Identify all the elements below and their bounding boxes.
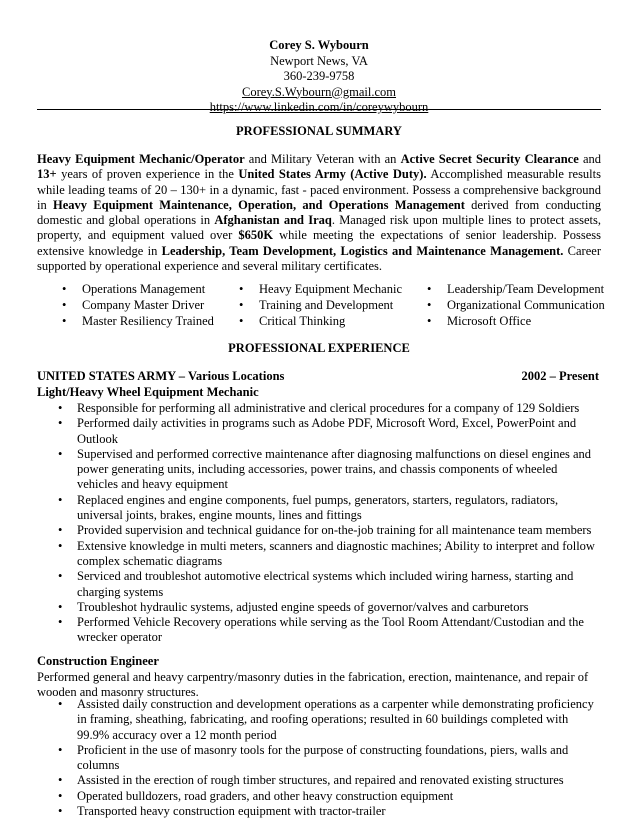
job1-header	[37, 369, 601, 400]
list-item: • Responsible for performing all administrative and clerical procedures for a company of 129 Soldiers	[37, 401, 601, 416]
contact-header	[0, 38, 638, 116]
job1-role: Light/Heavy Wheel Equipment Mechanic	[37, 384, 259, 399]
list-item: • Assisted daily construction and development operations as a carpenter while demonstrating proficiency in framing, sheathing, fabricating, and roofing operations; resulted in 60 buildings completed with 99.9% accuracy over a 12 month period	[37, 697, 601, 743]
header-divider	[37, 109, 601, 110]
skills-column-3	[425, 281, 605, 329]
skills-column-2	[237, 281, 402, 329]
skill-item: • Training and Development	[237, 297, 402, 313]
skill-item: • Master Resiliency Trained	[60, 313, 214, 329]
job1-org: UNITED STATES ARMY – Various Locations	[37, 369, 285, 383]
linkedin-link[interactable]: https://www.linkedin.com/in/coreywybourn	[209, 100, 429, 114]
list-item: • Troubleshot hydraulic systems, adjusted engine speeds of governor/valves and carburetors	[37, 600, 601, 615]
candidate-location: Newport News, VA	[270, 53, 368, 68]
list-item: • Performed Vehicle Recovery operations while serving as the Tool Room Attendant/Custodian and the wrecker operator	[37, 615, 601, 646]
job2-description: Performed general and heavy carpentry/masonry duties in the fabrication, erection, maintenance, and repair of wooden and masonry structures.	[37, 669, 589, 699]
skills-column-1	[60, 281, 214, 329]
job1-dates: 2002 – Present	[521, 369, 599, 383]
skill-item: • Organizational Communication	[425, 297, 605, 313]
job1-bullets	[37, 401, 601, 646]
skill-item: • Heavy Equipment Mechanic	[237, 281, 402, 297]
email-link[interactable]: Corey.S.Wybourn@gmail.com	[241, 84, 397, 99]
list-item: • Transported heavy construction equipment with tractor-trailer	[37, 804, 601, 819]
candidate-phone: 360-239-9758	[283, 69, 355, 83]
job2-role: Construction Engineer	[37, 654, 159, 668]
experience-heading: PROFESSIONAL EXPERIENCE	[228, 341, 410, 355]
list-item: • Assisted in the erection of rough timber structures, and repaired and renovated existing structures	[37, 773, 601, 788]
list-item: • Performed daily activities in programs such as Adobe PDF, Microsoft Word, Excel, PowerPoint and Outlook	[37, 416, 601, 447]
job2-bullets	[37, 697, 601, 819]
list-item: • Proficient in the use of masonry tools for the purpose of constructing foundations, piers, walls and columns	[37, 743, 601, 774]
summary-heading: PROFESSIONAL SUMMARY	[236, 124, 402, 138]
skill-item: • Operations Management	[60, 281, 214, 297]
job2-header	[37, 654, 601, 701]
list-item: • Replaced engines and engine components, fuel pumps, generators, starters, regulators, radiators, universal joints, brakes, engine mounts, lines and fittings	[37, 493, 601, 524]
list-item: • Supervised and performed corrective maintenance after diagnosing malfunctions on diesel engines and power generating units, including accessories, power trains, and chassis components of wheeled vehicles and heavy equipment	[37, 447, 601, 493]
list-item: • Operated bulldozers, road graders, and other heavy construction equipment	[37, 789, 601, 804]
list-item: • Provided supervision and technical guidance for on-the-job training for all maintenance team members	[37, 523, 601, 538]
list-item: • Serviced and troubleshot automotive electrical systems which included wiring harness, starting and charging systems	[37, 569, 601, 600]
candidate-name: Corey S. Wybourn	[269, 38, 369, 52]
skill-item: • Leadership/Team Development	[425, 281, 605, 297]
summary-paragraph: Heavy Equipment Mechanic/Operator and Military Veteran with an Active Secret Security Clearance and 13+ years of proven experience in the United States Army (Active Duty). Accomplished measurable results while leading teams of 20 – 130+ in a dynamic, fast - paced environment. Possess a comprehensive background in Heavy Equipment Maintenance, Operation, and Operations Management derived from conducting domestic and global operations in Afghanistan and Iraq. Managed risk upon multiple lines to protect assets, property, and equipment valued over $650K while meeting the expectations of senior leadership. Possess extensive knowledge in Leadership, Team Development, Logistics and Maintenance Management. Career supported by operational experience and several military certificates.	[37, 152, 601, 274]
list-item: • Extensive knowledge in multi meters, scanners and diagnostic machines; Ability to interpret and follow complex schematic diagrams	[37, 539, 601, 570]
skill-item: • Critical Thinking	[237, 313, 402, 329]
skill-item: • Microsoft Office	[425, 313, 605, 329]
skill-item: • Company Master Driver	[60, 297, 214, 313]
